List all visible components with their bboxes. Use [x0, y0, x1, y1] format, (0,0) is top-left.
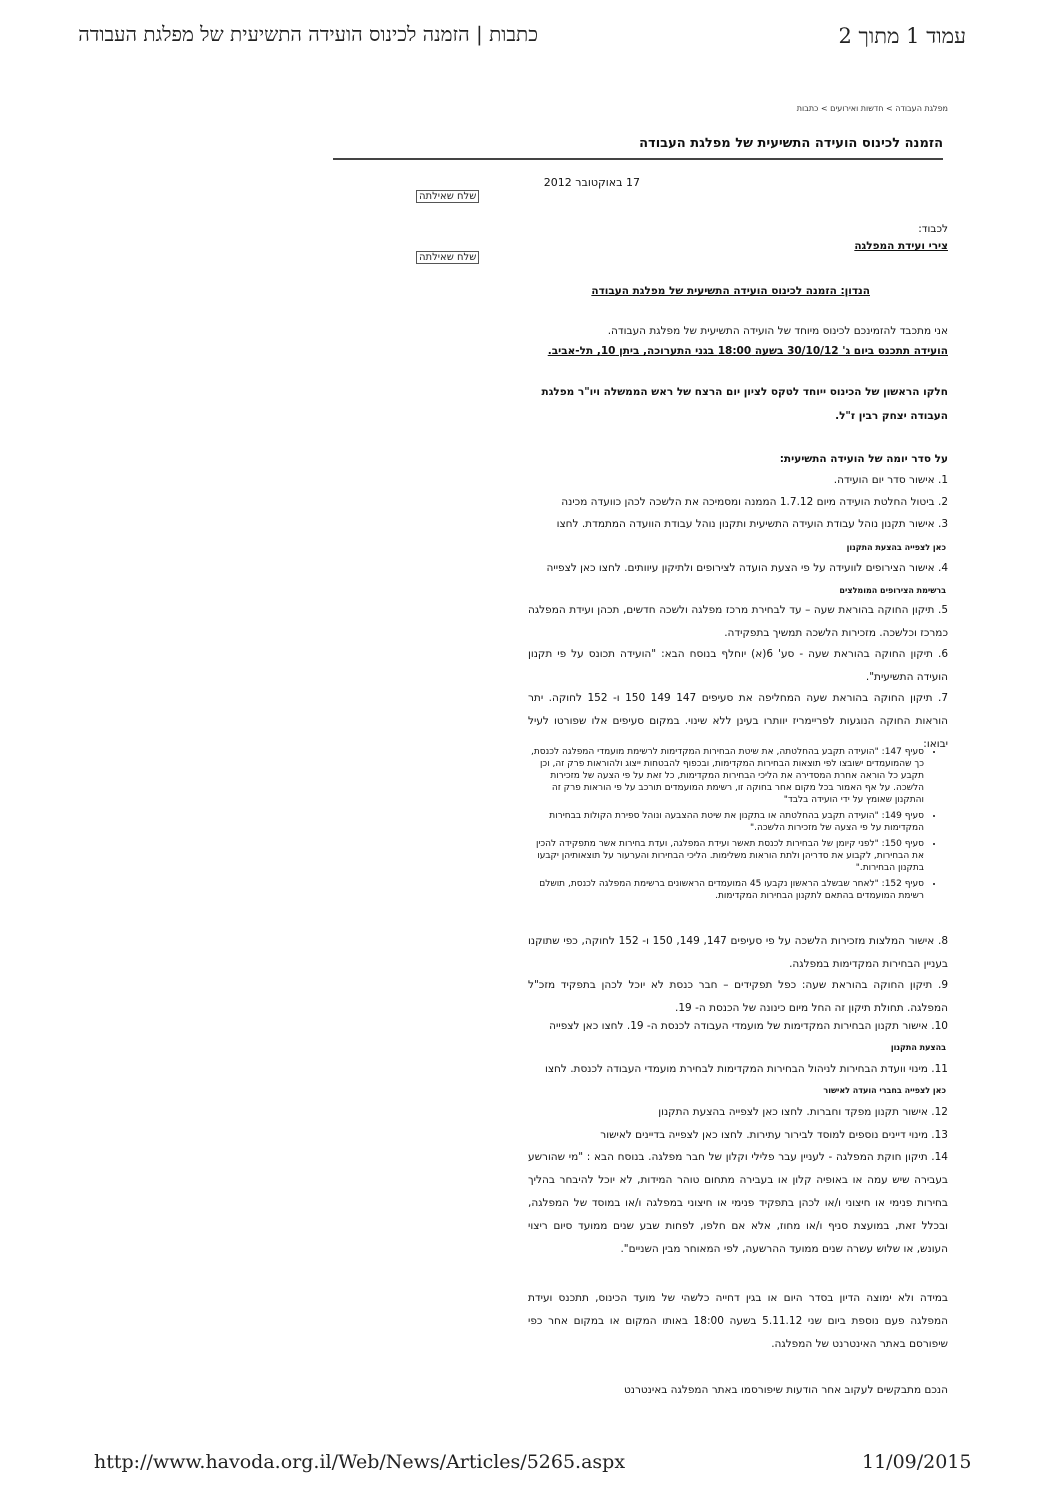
title-divider	[333, 158, 943, 160]
agenda-item-6: 6. תיקון החוקה בהוראת שעה - סע' 6(א) יוחלף בנוסח הבא: "הועידה תכונס על פי תקנון הועידה התשיעית".	[528, 648, 948, 684]
agenda-item-11-link[interactable]: כאן לצפייה בחברי הועדה לאישור	[823, 1086, 946, 1095]
first-part-text: חלקו הראשון של הכינוס ייוחד לטקס לציון יום הרצח של ראש הממשלה ויו"ר מפלגת העבודה יצחק רבין ז"ל.	[541, 386, 948, 423]
agenda-item-4: 4. אישור הצירופים לוועידה על פי הצעת הועדה לצירופים ולתיקון עיוותים. לחצו כאן לצפייה	[546, 562, 948, 574]
agenda-item-2: 2. ביטול החלטת הועידה מיום 1.7.12 הממנה ומסמיכה את הלשכה לכהן כוועדה מכינה	[561, 496, 948, 508]
list-item: • סעיף 147: "הועידה תקבע בהחלטתה, את שיטת הבחירות המקדימות לרשימת מועמדי המפלגה לכנסת, כך שהמועמדים ישובצו לפי תוצאות הבחירות המקדימות, ובכפוף להבטחות ייצוג ולהוראות פרק זה, וכן תקבע כל הוראה אחרת המסדירה את הליכי הבחירות המקדימות, כל זאת על פי הצעה של מזכירות הלשכה. על אף האמור בכל מקום אחר בחוקה זו, רשימת המועמדים תורכב על פי הוראות פרק זה והתקנון שאומץ על ידי הועידה בלבד"	[526, 747, 924, 807]
agenda-item-10: 10. אישור תקנון הבחירות המקדימות של מועמדי העבודה לכנסת ה- 19. לחצו כאן לצפייה	[549, 1020, 948, 1032]
list-item: • סעיף 152: "לאחר שבשלב הראשון נקבעו 45 המועמדים הראשונים ברשימת המפלגה לכנסת, תושלם רשימת המועמדים בהתאם לתקנון הבחירות המקדימות.	[526, 879, 924, 903]
agenda-item-13: 13. מינוי דיינים נוספים למוסד לבירור עתירות. לחצו כאן לצפייה בדיינים לאישור	[600, 1129, 948, 1141]
agenda-item-4-link[interactable]: ברשימת הצירופים המומלצים	[839, 586, 946, 595]
meeting-time: הועידה תתכנס ביום ג' 30/10/12 בשעה 18:00 בגני התערוכה, ביתן 10, תל-אביב.	[547, 345, 948, 357]
agenda-item-11: 11. מינוי וועדת הבחירות לניהול הבחירות המקדימות לבחירת מועמדי העבודה לכנסת. לחצו	[544, 1063, 948, 1075]
page-title: הזמנה לכינוס הועידה התשיעית של מפלגת העבודה	[639, 136, 943, 151]
agenda-item-7-bullets	[526, 747, 946, 907]
agenda-item-10-link[interactable]: בהצעת התקנון	[890, 1043, 946, 1052]
subject-line: הנדון: הזמנה לכינוס הועידה התשיעית של מפלגת העבודה	[591, 285, 870, 297]
closing-text: במידה ולא ימוצה הדיון בסדר היום או בגין דחייה כלשהי של מועד הכינוס, תתכנס ועידת המפלגה פעם נוספת ביום שני 5.11.12 בשעה 18:00 באותו המקום או במקום אחר כפי שיפורסם באתר האינטרנט של המפלגה.	[528, 1292, 948, 1351]
send-question-button-2[interactable]: שלח שאילתה	[416, 251, 479, 264]
breadcrumb[interactable]: מפלגת העבודה > חדשות ואירועים > כתבות	[796, 104, 948, 113]
agenda-item-1: 1. אישור סדר יום הועידה.	[833, 474, 948, 486]
article-date: 17 באוקטובר 2012	[543, 176, 640, 189]
agenda-item-5: 5. תיקון החוקה בהוראת שעה – עד לבחירת מרכז מפלגה ולשכה חדשים, תכהן ועידת המפלגה כמרכז וכלשכה. מזכירות הלשכה תמשיך בתפקידה.	[528, 604, 948, 640]
agenda-item-14: 14. תיקון חוקת המפלגה - לעניין עבר פלילי וקלון של חבר מפלגה. בנוסח הבא : "מי שהורשע בעבירה שיש עמה או באופיה קלון או בעבירה מתחום טוהר המידות, לא יוכל להיבחר בהליך בחירות פנימי או חיצוני ו/או לכהן בתפקיד פנימי או חיצוני במפלגה ו/או במוסד של המפלגה, ובכלל זאת, במועצת סניף ו/או מחוז, אלא אם חלפו, לפחות שבע שנים ממועד סיום ריצוי העונש, או שלוש עשרה שנים ממועד ההרשעה, לפי המאוחר מבין השניים".	[528, 1151, 948, 1256]
agenda-item-9: 9. תיקון החוקה בהוראת שעה: כפל תפקידים – חבר כנסת לא יוכל לכהן בתפקיד מזכ"ל המפלגה. תחולת תיקון זה החל מיום כינונה של הכנסת ה- 19.	[528, 979, 948, 1015]
agenda-item-12: 12. אישור תקנון מפקד וחברות. לחצו כאן לצפייה בהצעת התקנון	[658, 1106, 948, 1118]
agenda-item-7: 7. תיקון החוקה בהוראת שעה המחליפה את סעיפים 147 149 150 ו- 152 לחוקה. יתר הוראות החוקה הנוגעות לפריימריז יוותרו בעינן ללא שינוי. במקום סעיפים אלו שפורטו לעיל יבואו:	[528, 692, 948, 751]
salutation: לכבוד:	[918, 223, 948, 235]
last-line: הנכם מתבקשים לעקוב אחר הודעות שיפורסמו באתר המפלגה באינטרנט	[623, 1384, 948, 1396]
footer-date: 11/09/2015	[862, 1451, 972, 1473]
list-item: • סעיף 150: "לפני קיומן של הבחירות לכנסת תאשר ועידת המפלגה, ועדת בחירות אשר מתפקידה להכין את הבחירות, לקבוע את סדריהן ולתת הוראות משלימות. הליכי הבחירות והערעור על תוצאותיהן יקבעו בתקנון הבחירות."	[526, 839, 924, 875]
recipients: צירי ועידת המפלגה	[854, 240, 948, 252]
send-question-button[interactable]: שלח שאילתה	[416, 190, 479, 203]
agenda-item-3: 3. אישור תקנון נוהל עבודת הועידה התשיעית ותקנון נוהל עבודת הוועדה המתמדת. לחצו	[556, 518, 948, 530]
agenda-item-8: 8. אישור המלצות מזכירות הלשכה על פי סעיפים 147, 149, 150 ו- 152 לחוקה, כפי שתוקנו בעניין הבחירות המקדימות במפלגה.	[528, 935, 949, 971]
print-header-title: כתבות | הזמנה לכינוס הועידה התשיעית של מפלגת העבודה	[78, 22, 538, 46]
agenda-heading: על סדר יומה של הועידה התשיעית:	[779, 453, 948, 465]
intro-text: אני מתכבד להזמינכם לכינוס מיוחד של הועידה התשיעית של מפלגת העבודה.	[607, 325, 948, 337]
footer-url: http://www.havoda.org.il/Web/News/Articles/5265.aspx	[94, 1451, 626, 1473]
page-indicator: עמוד 1 מתוך 2	[838, 24, 966, 48]
agenda-item-3-link[interactable]: כאן לצפייה בהצעת התקנון	[846, 543, 946, 552]
list-item: • סעיף 149: "הועידה תקבע בהחלטתה או בתקנון את שיטת ההצבעה ונוהל ספירת הקולות בבחירות המקדימות על פי הצעה של מזכירות הלשכה."	[526, 811, 924, 835]
